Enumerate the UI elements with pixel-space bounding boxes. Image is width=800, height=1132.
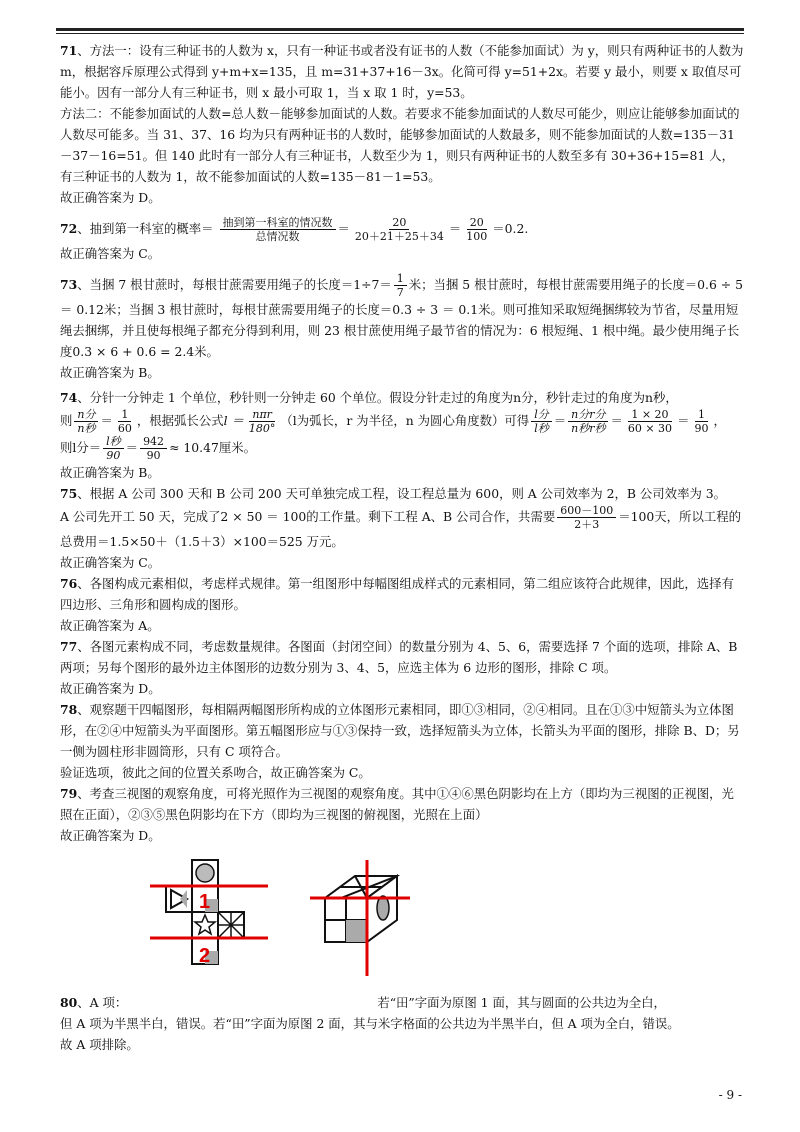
q72-frac-result: $\frac{20}{100}$ bbox=[466, 216, 488, 243]
q77-para: 77、各图元素构成不同，考虑数量规律。各图面（封闭空间）的数量分别为 4、5、6，需要选择 7 个面的选项，排除 A、B 两项；另每个图形的最外边主体图形的边数分别为 3、4、5，应选主体为 6 边形的图形，排除 C 项。 bbox=[60, 639, 738, 675]
q71-answer: 故正确答案为 D。 bbox=[60, 190, 161, 205]
cube-option-figure bbox=[305, 858, 415, 978]
header-rule-bottom bbox=[56, 33, 744, 34]
q75-para2: A 公司先开工 50 天，完成了2 × 50 ＝ 100的工作量。剩下工程 A、B 公司合作，共需要 $\frac{600-100}{2+3}$ ＝100天，所以工程的总费用＝1.5×50＋（1.5＋3）×100＝525 万元。 bbox=[60, 504, 742, 549]
page-number: - 9 - bbox=[718, 1088, 742, 1102]
q73-answer: 故正确答案为 B。 bbox=[60, 365, 160, 380]
net-label-1: 1 bbox=[199, 891, 211, 913]
answer-content bbox=[60, 40, 744, 1055]
q75-answer: 故正确答案为 C。 bbox=[60, 555, 161, 570]
q78-number: 78 bbox=[60, 702, 78, 717]
q72-number: 72 bbox=[60, 221, 78, 236]
q76-answer: 故正确答案为 A。 bbox=[60, 618, 160, 633]
q74-para2: 则 $\frac{\text{n分}}{\text{n秒}}$ ＝ $\frac{1}{60}$ ，根据弧长公式l ＝ $\frac{\text{nπr}}{180^\circ}$ （l为弧长，r 为半径，n 为圆心角度数）可得 $\frac{\text{l分}}{\text{l秒}}$ ＝ $\frac{\text{n分r分}}{\text{n秒r秒}}$ ＝ $\frac{1 \times 20}{60 \times 30}$ ＝ $\frac{1}{90}$ ， bbox=[60, 408, 726, 435]
q74-para3: 则l分＝ $\frac{\text{l秒}}{90}$ ＝ $\frac{942}{90}$ ≈ 10.47厘米。 bbox=[60, 435, 257, 462]
q73-frac: $\frac{1}{7}$ bbox=[394, 272, 407, 299]
q80-para1: 80、A 项： 若“田”字面为原图 1 面，其与圆面的公共边为全白， bbox=[60, 995, 666, 1010]
header-rule-top bbox=[56, 28, 744, 31]
q72-frac-cases: $\frac{\text{抽到第一科室的情况数}}{\text{总情况数}}$ bbox=[220, 216, 336, 243]
q72-answer: 故正确答案为 C。 bbox=[60, 246, 161, 261]
q73-para: 73、当捆 7 根甘蔗时，每根甘蔗需要用绳子的长度＝1÷7＝ $\frac{1}{7}$ 米；当捆 5 根甘蔗时，每根甘蔗需要用绳子的长度＝0.6 ÷ 5 ＝ 0.12米；当捆 3 根甘蔗时，每根甘蔗需要用绳子的长度＝0.3 ÷ 3 ＝ 0.1米。则可推知采取短绳捆绑较为节省，尽量用短绳去捆绑，并且使每根绳子都充分得到利用，则 23 根甘蔗使用绳子最节省的情况为：6 根短绳、1 根中绳。最少使用绳子长度0.3 × 6 + 0.6 = 2.4米。 bbox=[60, 272, 743, 359]
cube-net-figure bbox=[140, 856, 280, 986]
q75-frac: $\frac{600-100}{2+3}$ bbox=[557, 504, 616, 531]
cross-face-icon bbox=[218, 912, 244, 938]
q78-para: 78、观察题干四幅图形，每相隔两幅图形所构成的立体图形元素相同，即①③相同，②④相同。且在①③中短箭头为立体图形，在②④中短箭头为平面图形。第五幅图形应与①③保持一致，选择短箭头为立体，长箭头为平面的图形，排除 B、D；另一侧为圆柱形非圆筒形，只有 C 项符合。 bbox=[60, 702, 740, 759]
q80-para2: 但 A 项为半黑半白，错误。若“田”字面为原图 2 面，其与米字格面的公共边为半黑半白，但 A 项为全白，错误。 bbox=[60, 1016, 680, 1031]
q74-answer: 故正确答案为 B。 bbox=[60, 465, 160, 480]
q74-arc-formula: $\frac{\text{nπr}}{180^\circ}$ bbox=[248, 408, 276, 435]
q72-tail: ＝0.2. bbox=[492, 221, 529, 236]
q71-para1 bbox=[60, 40, 744, 103]
q74-para1: 74、分针一分钟走 1 个单位，秒针则一分钟走 60 个单位。假设分针走过的角度为n分，秒针走过的角度为n秒， bbox=[60, 390, 678, 405]
q77-answer: 故正确答案为 D。 bbox=[60, 681, 161, 696]
q80-number: 80 bbox=[60, 995, 78, 1010]
q72-para: 72、抽到第一科室的概率＝ $\frac{\text{抽到第一科室的情况数}}{\text{总情况数}}$ ＝ $\frac{20}{20+21+25+34}$ ＝ $\frac{20}{100}$ ＝0.2. bbox=[60, 216, 529, 243]
q74-number: 74 bbox=[60, 390, 78, 405]
q72-frac-values: $\frac{20}{20+21+25+34}$ bbox=[354, 216, 444, 243]
q76-para: 76、各图构成元素相似，考虑样式规律。第一组图形中每幅图组成样式的元素相同，第二组应该符合此规律，因此，选择有四边形、三角形和圆构成的图形。 bbox=[60, 576, 734, 612]
q78-verify: 验证选项，彼此之间的位置关系吻合，故正确答案为 C。 bbox=[60, 765, 371, 780]
q80-para3: 故 A 项排除。 bbox=[60, 1037, 139, 1052]
q79-answer: 故正确答案为 D。 bbox=[60, 828, 161, 843]
q71-method2: 方法二：不能参加面试的人数=总人数－能够参加面试的人数。若要求不能参加面试的人数尽可能少，则应让能够参加面试的人数尽可能多。当 31、37、16 均为只有两种证书的人数时，能够参加面试的人数最多，则不能参加面试的人数=135－31－37－16=51。但 140 此时有一部分人有三种证书，人数至少为 1，则只有两种证书的人数至多有 30+36+15=81 人，有三种证书的人数为 1，故不能参加面试的人数=135－81－1=53。 bbox=[60, 106, 740, 184]
cylinder-face-icon bbox=[377, 896, 389, 920]
q76-number: 76 bbox=[60, 576, 78, 591]
q77-number: 77 bbox=[60, 639, 78, 654]
q80-figures bbox=[60, 856, 744, 986]
q71-number: 71 bbox=[60, 43, 78, 58]
q74-ratio-value: $\frac{1}{60}$ bbox=[117, 408, 132, 435]
q73-number: 73 bbox=[60, 277, 78, 292]
q72-prefix: 、抽到第一科室的概率＝ bbox=[77, 221, 214, 236]
q79-para: 79、考查三视图的观察角度，可将光照作为三视图的观察角度。其中①④⑥黑色阴影均在上方（即均为三视图的正视图，光照在正面），②③⑤黑色阴影均在下方（即均为三视图的俯视图，光照在上面） bbox=[60, 786, 734, 822]
net-label-2: 2 bbox=[199, 945, 211, 967]
q75-number: 75 bbox=[60, 486, 78, 501]
circle-face-icon bbox=[196, 864, 214, 882]
q75-para1: 75、根据 A 公司 300 天和 B 公司 200 天可单独完成工程，设工程总量为 600，则 A 公司效率为 2，B 公司效率为 3。 bbox=[60, 486, 727, 501]
q79-number: 79 bbox=[60, 786, 78, 801]
q74-ratio-angle: $\frac{\text{n分}}{\text{n秒}}$ bbox=[74, 408, 98, 435]
q71-method1: 、方法一：设有三种证书的人数为 x，只有一种证书或者没有证书的人数（不能参加面试）为 y，则只有两种证书的人数为 m，根据容斥原理公式得到 y+m+x=135，且 m=31+37+16－3x。化简可得 y=51+2x。若要 y 最小，则要 x 取值尽可能小。因有一部分人有三种证书，则 x 最小可取 1，当 x 取 1 时，y=53。 bbox=[60, 43, 744, 100]
